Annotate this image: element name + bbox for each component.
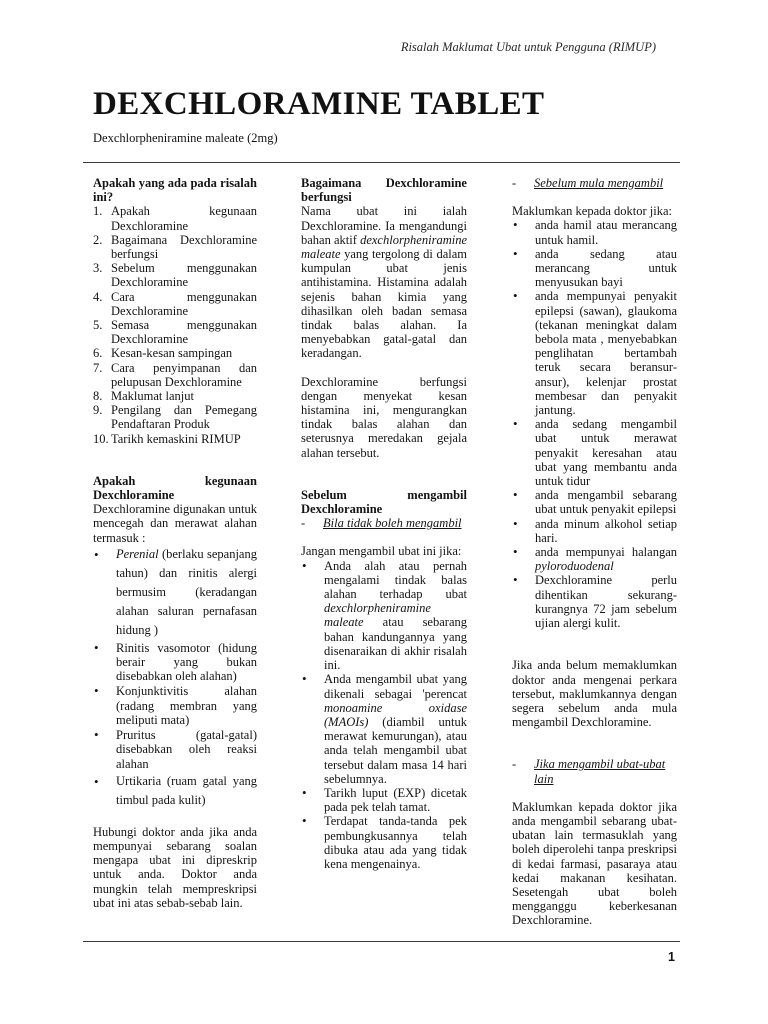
toc-item (93, 290, 257, 318)
dont-text: Anda mengambil ubat yang dikenali sebagai 'perencat (324, 672, 467, 701)
bottom-divider (83, 941, 680, 942)
before-heading: Sebelum mengambil Dexchloramine (301, 487, 467, 517)
top-divider (83, 162, 680, 163)
toc-num: 4. (93, 289, 103, 304)
dont-text: (diambil untuk merawat kemurungan), atau anda telah mengambil ubat tersebut dalam masa 14 hari sebelumnya. (324, 714, 467, 786)
toc-text: Cara menggunakan Dexchloramine (111, 289, 257, 318)
column-2 (301, 176, 467, 871)
dont-text: atau sebarang bahan kandungannya yang disenaraikan di akhir risalah ini. (324, 615, 467, 673)
dont-em: monoamine oxidase (MAOIs) (324, 700, 467, 729)
toc-item (93, 361, 257, 389)
inform-item (512, 289, 677, 417)
inform-list (512, 218, 677, 630)
inform-text: anda sedang mengambil ubat untuk merawat penyakit keresahan atau ubat yang membantu anda untuk tidur (535, 417, 677, 489)
doctor-note: Hubungi doktor anda jika anda mempunyai sebarang soalan mengapa ubat ini dipreskrip untuk anda. Doktor anda mungkin telah mempreskripsi ubat ini atas sebab-sebab lain. (93, 824, 257, 910)
how-paragraph-2: Dexchloramine berfungsi dengan menyekat kesan histamina ini, mengurangkan tindak balas alahan dan seterusnya meredakan gejala alahan tersebut. (301, 374, 467, 460)
toc-num: 8. (93, 389, 103, 404)
toc-item (93, 261, 257, 289)
inform-intro: Maklumkan kepada doktor jika: (512, 204, 673, 219)
page-subtitle: Dexchlorpheniramine maleate (2mg) (93, 131, 278, 145)
toc-text: Bagaimana Dexchloramine berfungsi (111, 232, 257, 262)
dont-text: Anda alah atau pernah mengalami tindak balas alahan terhadap ubat (324, 558, 467, 602)
toc-item (93, 389, 257, 403)
toc-num: 6. (93, 346, 103, 361)
subheading-text: Sebelum mula mengambil (534, 176, 664, 190)
column-3 (512, 176, 677, 928)
inform-text: anda minum alkohol setiap hari. (535, 516, 677, 545)
use-item (93, 641, 257, 684)
page-title: DEXCHLORAMINE TABLET (93, 86, 545, 122)
inform-item (512, 517, 677, 545)
other-meds: Maklumkan kepada doktor jika anda mengambil sebarang ubat-ubatan lain termasuklah yang boleh diperolehi tanpa preskripsi di kedai farmasi, pasaraya atau kedai makanan kesihatan. Sesetengah ubat boleh mengganggu keberkesanan Dexchloramine. (512, 799, 677, 928)
toc-item (93, 432, 257, 446)
use-list (93, 545, 257, 810)
inform-item (512, 545, 677, 573)
inform-text: anda mempunyai halangan (535, 545, 677, 560)
toc-text: Semasa menggunakan Dexchloramine (111, 318, 257, 347)
inform-item (512, 247, 677, 290)
how-text: Nama ubat ini ialah Dexchloramine. Ia mengandungi bahan aktif (301, 204, 467, 247)
column-1 (93, 176, 257, 910)
use-item (93, 545, 257, 640)
how-heading: Bagaimana Dexchloramine berfungsi (301, 176, 467, 205)
toc-text: Maklumat lanjut (111, 389, 194, 404)
inform-text: anda sedang atau merancang untuk menyusukan bayi (535, 246, 677, 290)
subheading-other-meds: - Jika mengambil ubat-ubat lain (512, 757, 666, 786)
dont-item (301, 814, 467, 871)
toc-text: Apakah kegunaan Dexchloramine (111, 204, 257, 233)
use-item-text: Urtikaria (ruam gatal yang timbul pada kulit) (116, 773, 257, 807)
running-header: Risalah Maklumat Ubat untuk Pengguna (RIMUP) (400, 40, 656, 54)
how-paragraph-1 (301, 204, 467, 360)
toc-text: Tarikh kemaskini RIMUP (111, 431, 241, 446)
toc-item (93, 233, 257, 261)
toc-item (93, 346, 257, 360)
toc-text: Cara penyimpanan dan pelupusan Dexchloramine (111, 360, 257, 389)
toc-text: Kesan-kesan sampingan (111, 346, 233, 361)
use-intro: Dexchloramine digunakan untuk mencegah dan merawat alahan termasuk : (93, 502, 257, 545)
dont-text: Tarikh luput (EXP) dicetak pada pek telah tamat. (324, 785, 467, 815)
dont-item (301, 559, 467, 673)
toc-num: 9. (93, 403, 103, 418)
dont-em: dexchlorpheniramine maleate (324, 601, 431, 630)
toc-num: 3. (93, 261, 103, 276)
inform-text: Dexchloramine perlu dihentikan sekurang-kurangnya 72 jam sebelum ujian alergi kulit. (535, 573, 677, 631)
toc-item (93, 403, 257, 431)
toc-num: 1. (93, 204, 103, 219)
use-item-em: Perenial (116, 546, 159, 561)
dont-text: Terdapat tanda-tanda pek pembungkusannya telah dibuka atau ada yang tidak kena mengenainya. (324, 814, 467, 871)
toc-num: 5. (93, 318, 103, 333)
subheading-text: Bila tidak boleh mengambil (323, 516, 462, 531)
toc-text: Sebelum menggunakan Dexchloramine (111, 261, 257, 290)
use-item (93, 728, 257, 771)
use-item (93, 772, 257, 810)
how-text: yang tergolong di dalam kumpulan ubat jenis antihistamina. Histamina adalah sejenis bahan kimia yang dihasilkan oleh badan semasa tindak balas alahan. Ia menyebabkan gatal-gatal dan keradangan. (301, 247, 467, 361)
toc-heading: Apakah yang ada pada risalah ini? (93, 176, 257, 205)
dont-list (301, 559, 467, 871)
inform-item (512, 417, 677, 488)
use-heading: Apakah kegunaan Dexchloramine (93, 473, 257, 503)
inform-text: anda mempunyai penyakit epilepsi (sawan), glaukoma (tekanan meningkat dalam bebola mata , menyebabkan penglihatan bertambah teruk secara beransur-ansur), kelenjar prostat membesar dan penyakit jantung. (535, 289, 677, 418)
inform-text: anda mengambil sebarang ubat untuk penyakit epilepsi (535, 488, 677, 517)
use-item-text: (berlaku sepanjang tahun) dan rinitis alergi bermusim (keradangan alahan saluran pernafasan hidung ) (116, 546, 257, 637)
inform-item (512, 573, 677, 630)
toc-num: 10. (93, 431, 109, 446)
toc-list (93, 204, 257, 445)
dont-item (301, 672, 467, 786)
subheading-text: Jika mengambil ubat-ubat lain (534, 757, 666, 786)
toc-item (93, 318, 257, 346)
toc-item (93, 204, 257, 232)
toc-text: Pengilang dan Pemegang Pendaftaran Produk (111, 403, 257, 432)
inform-item (512, 218, 677, 246)
inform-item (512, 488, 677, 516)
subheading-when-not-to-take: - Bila tidak boleh mengambil (301, 516, 462, 531)
inform-text: anda hamil atau merancang untuk hamil. (535, 218, 677, 247)
if-not-informed: Jika anda belum memaklumkan doktor anda mengenai perkara tersebut, maklumkannya dengan segera sebelum anda mula mengambil Dexchloramine. (512, 658, 677, 730)
subheading-before-start: - Sebelum mula mengambil (512, 176, 664, 190)
use-item-text: Rinitis vasomotor (hidung berair yang bukan disebabkan oleh alahan) (116, 640, 257, 684)
active-ingredient: dexchlorpheniramine maleate (301, 232, 467, 262)
dont-item (301, 786, 467, 814)
toc-num: 2. (93, 232, 103, 247)
page-number: 1 (668, 950, 675, 964)
use-item (93, 684, 257, 727)
toc-num: 7. (93, 360, 103, 375)
use-item-text: Pruritus (gatal-gatal) disebabkan oleh reaksi alahan (116, 728, 257, 771)
inform-em: pyloroduodenal (535, 559, 614, 574)
use-item-text: Konjunktivitis alahan (radang membran yang meliputi mata) (116, 684, 257, 727)
dont-intro: Jangan mengambil ubat ini jika: (301, 544, 462, 559)
